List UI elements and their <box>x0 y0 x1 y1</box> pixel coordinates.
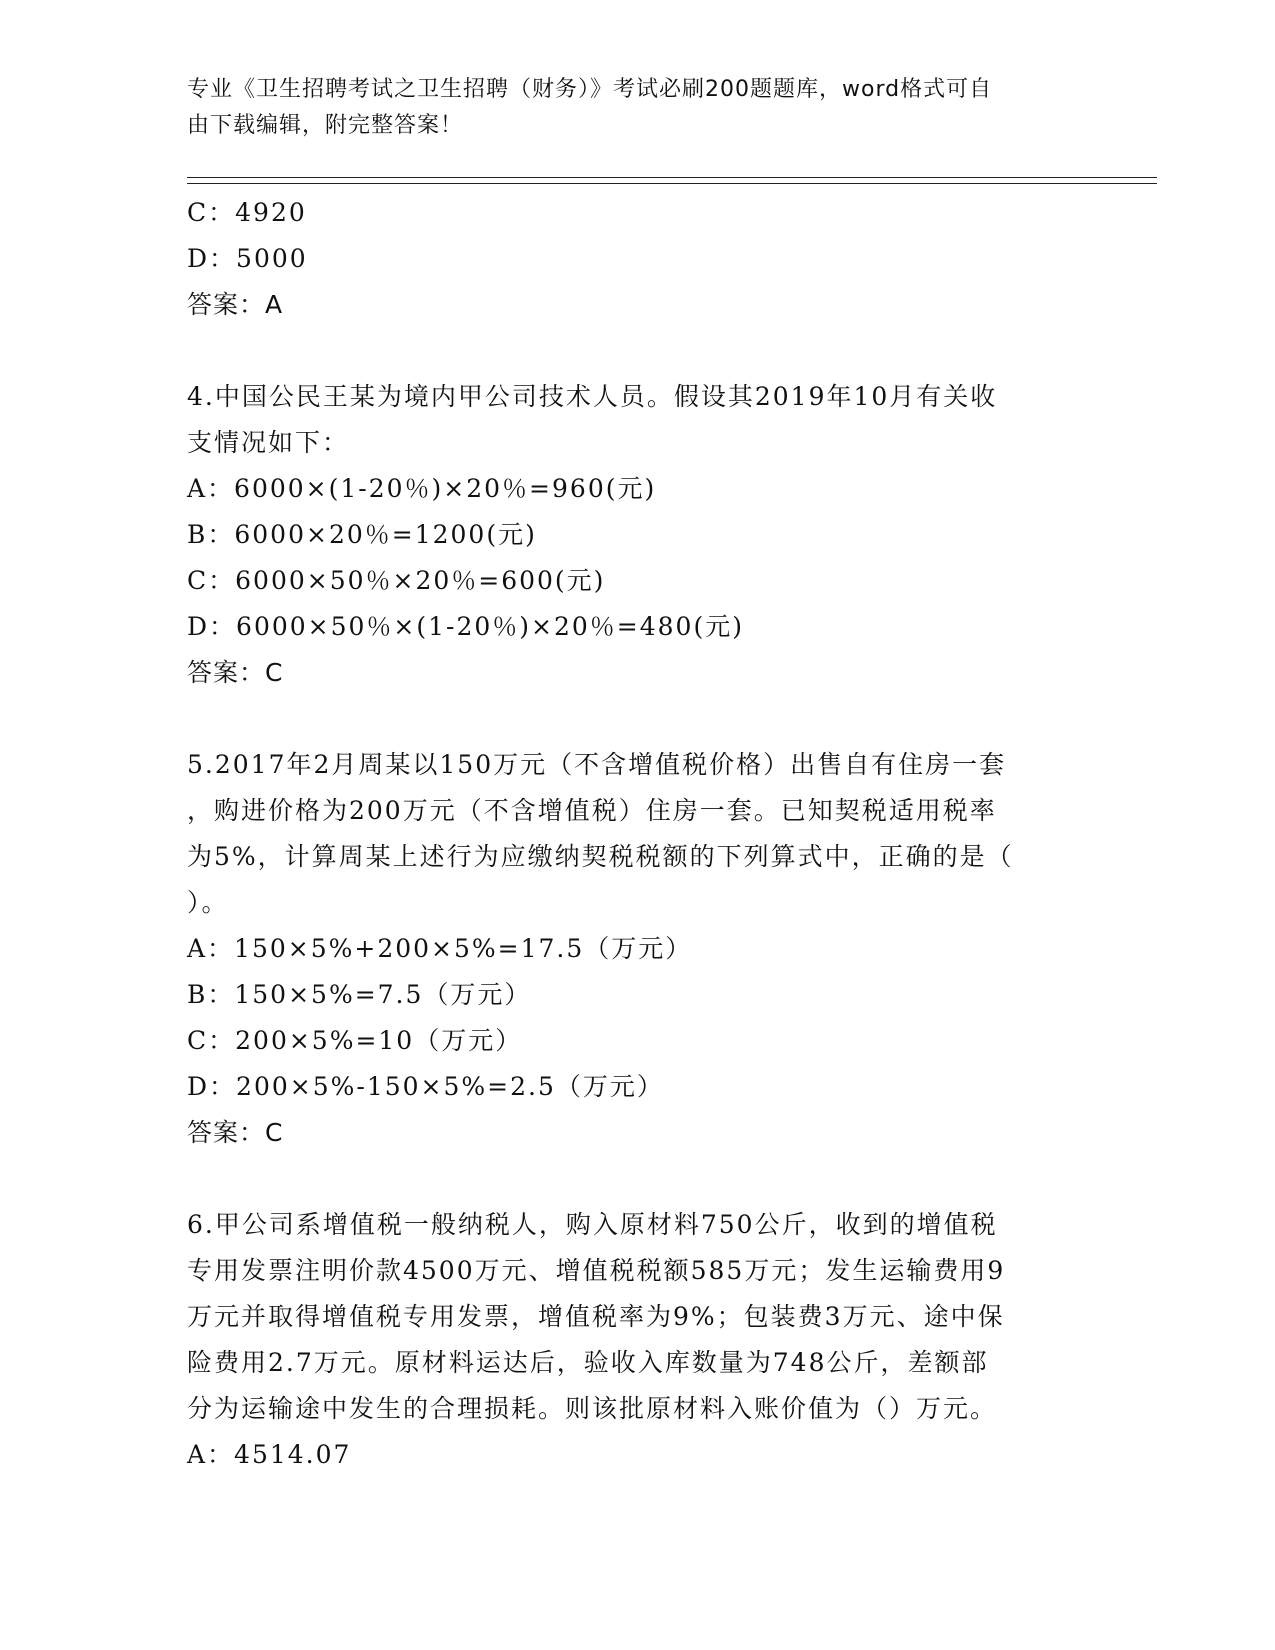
spacer <box>187 328 1067 374</box>
option-a: A：150×5%+200×5%=17.5（万元） <box>187 934 693 963</box>
option-d: D：200×5%-150×5%=2.5（万元） <box>187 1072 664 1101</box>
question-5 <box>187 742 1067 1156</box>
header-divider-top <box>187 177 1157 178</box>
option-d: D：5000 <box>187 244 308 273</box>
header-divider-bottom <box>187 183 1157 184</box>
question-stem: 5.2017年2月周某以150万元（不含增值税价格）出售自有住房一套 <box>187 750 1007 779</box>
question-6 <box>187 1202 1067 1478</box>
option-c: C：6000×50％×20％=600(元) <box>187 566 606 595</box>
question-stem: 4.中国公民王某为境内甲公司技术人员。假设其2019年10月有关收 <box>187 382 998 411</box>
question-stem: 6.甲公司系增值税一般纳税人，购入原材料750公斤，收到的增值税 <box>187 1210 998 1239</box>
spacer <box>187 1156 1067 1202</box>
option-a: A：4514.07 <box>187 1440 352 1469</box>
question-stem: 为5%，计算周某上述行为应缴纳契税税额的下列算式中，正确的是（ <box>187 842 1014 871</box>
question-stem: ，购进价格为200万元（不含增值税）住房一套。已知契税适用税率 <box>187 796 997 825</box>
option-b: B：150×5%=7.5（万元） <box>187 980 532 1009</box>
question-stem: 专用发票注明价款4500万元、增值税税额585万元；发生运输费用9 <box>187 1256 1006 1285</box>
option-a: A：6000×(1-20％)×20％=960(元) <box>187 474 657 503</box>
question-stem: 万元并取得增值税专用发票，增值税率为9%；包装费3万元、途中保 <box>187 1302 1005 1331</box>
option-d: D：6000×50％×(1-20％)×20％=480(元) <box>187 612 744 641</box>
answer-line: 答案：A <box>187 290 284 319</box>
question-3-tail <box>187 190 1067 328</box>
option-c: C：4920 <box>187 198 307 227</box>
header-title-line-1: 专业《卫生招聘考试之卫生招聘（财务）》考试必刷200题题库，word格式可自 <box>187 77 993 102</box>
answer-line: 答案：C <box>187 658 284 687</box>
question-stem: 险费用2.7万元。原材料运达后，验收入库数量为748公斤，差额部 <box>187 1348 989 1377</box>
question-stem: 分为运输途中发生的合理损耗。则该批原材料入账价值为（）万元。 <box>187 1394 998 1423</box>
document-header <box>187 72 1067 144</box>
header-title-line-2: 由下载编辑，附完整答案！ <box>187 113 464 138</box>
question-stem: 支情况如下： <box>187 428 350 457</box>
spacer <box>187 696 1067 742</box>
option-c: C：200×5%=10（万元） <box>187 1026 523 1055</box>
answer-line: 答案：C <box>187 1118 284 1147</box>
option-b: B：6000×20％=1200(元) <box>187 520 537 549</box>
question-4 <box>187 374 1067 696</box>
question-stem: ）。 <box>187 888 229 917</box>
document-body <box>187 190 1067 1478</box>
